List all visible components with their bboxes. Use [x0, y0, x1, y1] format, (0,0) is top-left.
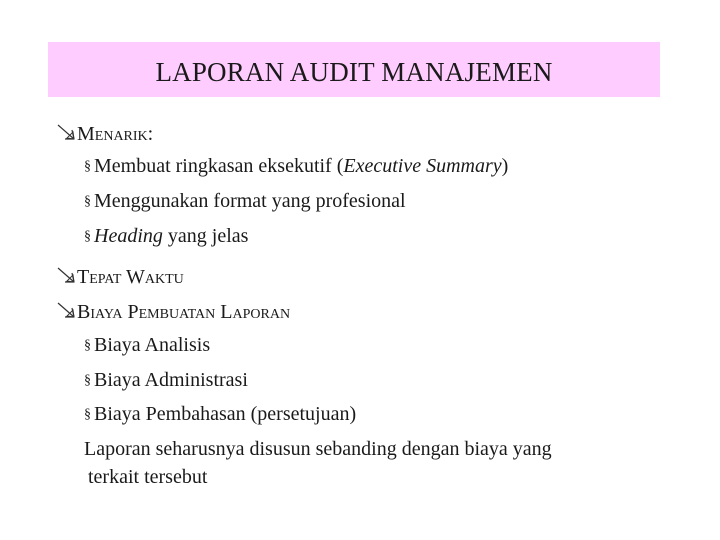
list-item: § Biaya Administrasi: [84, 369, 248, 391]
note-line: terkait tersebut: [88, 466, 208, 488]
square-bullet: §: [84, 338, 91, 353]
square-bullet: §: [84, 373, 91, 388]
list-item: § Menggunakan format yang profesional: [84, 190, 406, 212]
list-item: § Membuat ringkasan eksekutif (Executive Summary): [84, 155, 509, 177]
page-title: LAPORAN AUDIT MANAJEMEN: [155, 57, 553, 87]
section-menarik: [56, 120, 153, 144]
section-heading: Menarik: [77, 123, 148, 145]
arrow-bullet-icon: [56, 123, 76, 143]
section-heading: Biaya Pembuatan Laporan: [77, 301, 291, 323]
arrow-bullet-icon: [56, 301, 76, 321]
square-bullet: §: [84, 194, 91, 209]
square-bullet: §: [84, 407, 91, 422]
title-banner: [48, 42, 660, 97]
note-line: Laporan seharusnya disusun sebanding dengan biaya yang: [84, 438, 552, 460]
square-bullet: §: [84, 159, 91, 174]
section-suffix: :: [147, 123, 154, 145]
section-biaya: [56, 298, 290, 322]
section-heading: Tepat Waktu: [77, 266, 184, 288]
list-item: § Biaya Pembahasan (persetujuan): [84, 403, 357, 425]
square-bullet: §: [84, 229, 91, 244]
arrow-bullet-icon: [56, 266, 76, 286]
list-item: § Heading yang jelas: [84, 225, 249, 247]
section-tepat-waktu: [56, 263, 184, 287]
list-item: § Biaya Analisis: [84, 334, 211, 356]
